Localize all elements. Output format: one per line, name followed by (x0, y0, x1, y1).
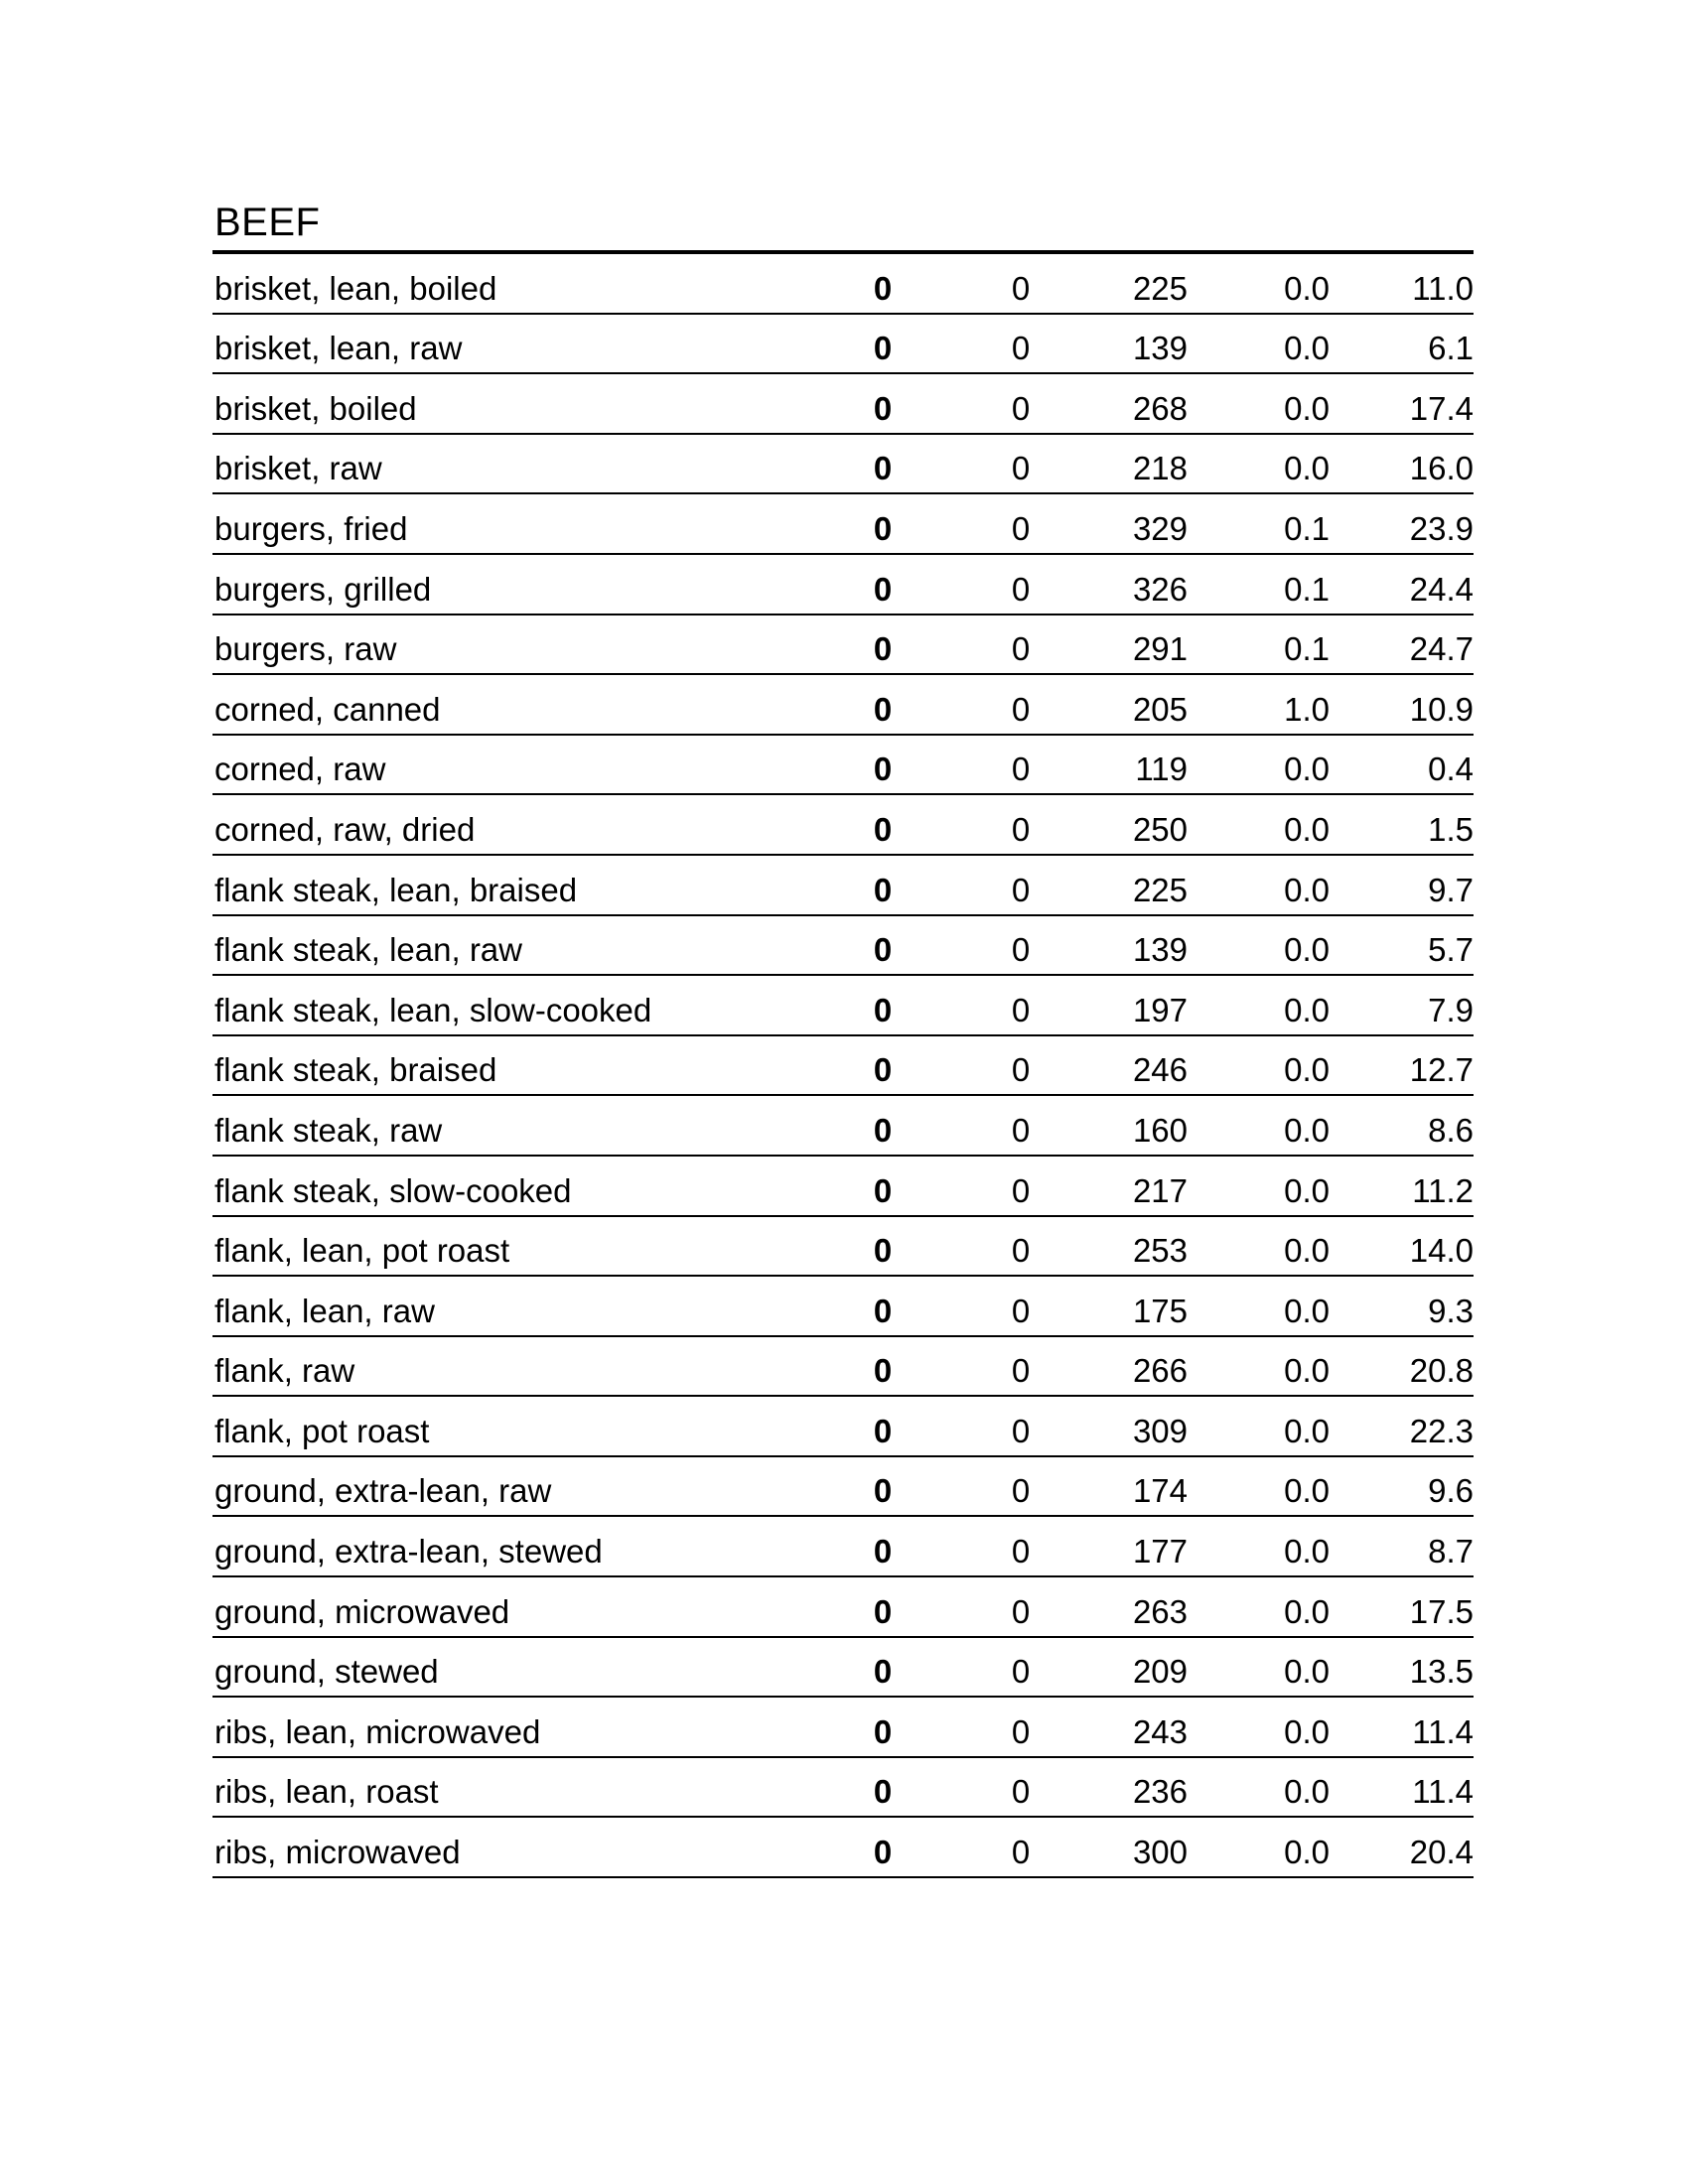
value-col4: 0.0 (1284, 1834, 1330, 1871)
value-col3: 225 (1132, 269, 1188, 307)
value-col2: 0 (1011, 450, 1031, 487)
value-col5: 24.4 (1409, 570, 1474, 608)
table-row (212, 1638, 1474, 1699)
food-name: ground, microwaved (214, 1592, 510, 1630)
value-col2: 0 (1011, 509, 1031, 547)
value-col4: 0.0 (1284, 389, 1330, 427)
value-col5: 20.4 (1409, 1834, 1474, 1871)
table-row (212, 1698, 1474, 1758)
food-name: burgers, fried (214, 509, 408, 547)
value-col2: 0 (1011, 1412, 1031, 1449)
value-col3: 243 (1132, 1712, 1188, 1750)
value-col4: 0.0 (1284, 1051, 1330, 1089)
value-col5: 11.4 (1412, 1712, 1474, 1750)
value-col2: 0 (1011, 1773, 1031, 1811)
food-name: flank, raw (214, 1352, 355, 1390)
value-col2: 0 (1011, 1111, 1031, 1149)
value-col4: 0.0 (1284, 1352, 1330, 1390)
value-col5: 20.8 (1409, 1352, 1474, 1390)
value-bold: 0 (873, 269, 893, 307)
value-col5: 7.9 (1428, 991, 1474, 1028)
value-col5: 0.4 (1428, 751, 1474, 788)
value-col2: 0 (1011, 871, 1031, 908)
value-col3: 250 (1132, 810, 1188, 848)
value-bold: 0 (873, 1533, 893, 1570)
food-name: brisket, raw (214, 450, 382, 487)
food-name: flank steak, raw (214, 1111, 443, 1149)
value-col5: 10.9 (1409, 690, 1474, 728)
table-row (212, 856, 1474, 916)
value-bold: 0 (873, 1111, 893, 1149)
value-col4: 0.0 (1284, 1292, 1330, 1329)
value-col4: 0.1 (1284, 630, 1330, 668)
value-col5: 9.7 (1428, 871, 1474, 908)
food-name: corned, raw (214, 751, 386, 788)
value-bold: 0 (873, 1592, 893, 1630)
value-col4: 0.0 (1284, 1653, 1330, 1691)
value-col5: 6.1 (1428, 330, 1474, 367)
food-name: flank, lean, pot roast (214, 1232, 510, 1270)
food-name: ground, extra-lean, stewed (214, 1533, 603, 1570)
value-col3: 209 (1132, 1653, 1188, 1691)
value-col2: 0 (1011, 810, 1031, 848)
value-col2: 0 (1011, 690, 1031, 728)
value-bold: 0 (873, 1171, 893, 1209)
table-row (212, 1096, 1474, 1157)
value-col5: 11.4 (1412, 1773, 1474, 1811)
table-row (212, 374, 1474, 435)
value-col4: 0.0 (1284, 1171, 1330, 1209)
value-col4: 0.0 (1284, 450, 1330, 487)
value-col2: 0 (1011, 1292, 1031, 1329)
food-name: corned, raw, dried (214, 810, 476, 848)
value-col2: 0 (1011, 1712, 1031, 1750)
food-name: burgers, grilled (214, 570, 432, 608)
value-bold: 0 (873, 1834, 893, 1871)
food-name: ribs, microwaved (214, 1834, 461, 1871)
value-col3: 139 (1132, 931, 1188, 969)
table-row (212, 916, 1474, 977)
value-col4: 0.0 (1284, 1592, 1330, 1630)
food-name: flank steak, lean, slow-cooked (214, 991, 652, 1028)
value-col4: 0.0 (1284, 751, 1330, 788)
food-name: brisket, boiled (214, 389, 417, 427)
value-col4: 0.0 (1284, 1232, 1330, 1270)
table-row (212, 555, 1474, 615)
value-bold: 0 (873, 330, 893, 367)
value-col5: 8.6 (1428, 1111, 1474, 1149)
value-bold: 0 (873, 509, 893, 547)
value-col3: 246 (1132, 1051, 1188, 1089)
table-row (212, 494, 1474, 555)
value-col3: 309 (1132, 1412, 1188, 1449)
value-col3: 236 (1132, 1773, 1188, 1811)
food-name: flank steak, lean, raw (214, 931, 522, 969)
value-col5: 5.7 (1428, 931, 1474, 969)
table-row (212, 1577, 1474, 1638)
food-name: flank steak, lean, braised (214, 871, 578, 908)
nutrition-table-page (212, 195, 1474, 1878)
value-col2: 0 (1011, 1051, 1031, 1089)
food-name: corned, canned (214, 690, 441, 728)
value-col3: 291 (1132, 630, 1188, 668)
table-row (212, 254, 1474, 315)
value-col2: 0 (1011, 1232, 1031, 1270)
table-row (212, 1818, 1474, 1878)
value-col3: 177 (1132, 1533, 1188, 1570)
value-col3: 300 (1132, 1834, 1188, 1871)
value-col2: 0 (1011, 1533, 1031, 1570)
value-col4: 0.1 (1284, 509, 1330, 547)
value-col5: 13.5 (1409, 1653, 1474, 1691)
value-col5: 17.5 (1409, 1592, 1474, 1630)
value-col3: 160 (1132, 1111, 1188, 1149)
value-bold: 0 (873, 1292, 893, 1329)
value-col3: 119 (1135, 751, 1188, 788)
value-col3: 217 (1132, 1171, 1188, 1209)
value-bold: 0 (873, 1352, 893, 1390)
value-bold: 0 (873, 389, 893, 427)
value-col2: 0 (1011, 1171, 1031, 1209)
value-bold: 0 (873, 450, 893, 487)
value-col2: 0 (1011, 1653, 1031, 1691)
value-col5: 9.3 (1428, 1292, 1474, 1329)
value-col2: 0 (1011, 991, 1031, 1028)
value-bold: 0 (873, 1232, 893, 1270)
table-row (212, 1457, 1474, 1518)
value-col2: 0 (1011, 269, 1031, 307)
value-col5: 24.7 (1409, 630, 1474, 668)
value-col2: 0 (1011, 931, 1031, 969)
food-name: ribs, lean, microwaved (214, 1712, 541, 1750)
value-col4: 0.0 (1284, 1712, 1330, 1750)
table-row (212, 675, 1474, 736)
value-col5: 14.0 (1409, 1232, 1474, 1270)
table-row (212, 1036, 1474, 1097)
value-col4: 0.0 (1284, 931, 1330, 969)
value-col5: 12.7 (1409, 1051, 1474, 1089)
value-bold: 0 (873, 570, 893, 608)
value-bold: 0 (873, 1472, 893, 1510)
section-title: BEEF (214, 201, 321, 244)
value-bold: 0 (873, 1653, 893, 1691)
value-col4: 0.0 (1284, 991, 1330, 1028)
value-col5: 23.9 (1409, 509, 1474, 547)
table-row (212, 1758, 1474, 1819)
value-col3: 268 (1132, 389, 1188, 427)
value-col5: 8.7 (1428, 1533, 1474, 1570)
value-col3: 139 (1132, 330, 1188, 367)
value-col5: 17.4 (1409, 389, 1474, 427)
value-col3: 205 (1132, 690, 1188, 728)
table-row (212, 736, 1474, 796)
value-col4: 0.0 (1284, 269, 1330, 307)
table-row (212, 795, 1474, 856)
table-row (212, 435, 1474, 495)
food-name: ribs, lean, roast (214, 1773, 439, 1811)
value-col2: 0 (1011, 630, 1031, 668)
value-col4: 0.0 (1284, 871, 1330, 908)
value-col2: 0 (1011, 389, 1031, 427)
value-bold: 0 (873, 871, 893, 908)
value-col4: 0.0 (1284, 1412, 1330, 1449)
value-col5: 16.0 (1409, 450, 1474, 487)
table-row (212, 976, 1474, 1036)
value-col2: 0 (1011, 1472, 1031, 1510)
value-bold: 0 (873, 1412, 893, 1449)
value-col3: 225 (1132, 871, 1188, 908)
value-bold: 0 (873, 991, 893, 1028)
value-col3: 329 (1132, 509, 1188, 547)
value-col5: 11.0 (1412, 269, 1474, 307)
value-col3: 174 (1132, 1472, 1188, 1510)
food-name: flank steak, braised (214, 1051, 497, 1089)
table-row (212, 315, 1474, 375)
value-col4: 1.0 (1284, 690, 1330, 728)
value-col4: 0.0 (1284, 1533, 1330, 1570)
food-name: flank steak, slow-cooked (214, 1171, 572, 1209)
table-row (212, 1397, 1474, 1457)
value-col4: 0.0 (1284, 1773, 1330, 1811)
value-col3: 266 (1132, 1352, 1188, 1390)
value-col2: 0 (1011, 570, 1031, 608)
food-name: brisket, lean, raw (214, 330, 463, 367)
value-col3: 197 (1132, 991, 1188, 1028)
value-col3: 263 (1132, 1592, 1188, 1630)
table-row (212, 1517, 1474, 1577)
value-col2: 0 (1011, 1352, 1031, 1390)
food-name: ground, extra-lean, raw (214, 1472, 552, 1510)
value-bold: 0 (873, 1051, 893, 1089)
value-col3: 175 (1132, 1292, 1188, 1329)
food-name: flank, lean, raw (214, 1292, 435, 1329)
value-col2: 0 (1011, 1592, 1031, 1630)
value-col3: 218 (1132, 450, 1188, 487)
value-col5: 22.3 (1409, 1412, 1474, 1449)
value-col3: 253 (1132, 1232, 1188, 1270)
value-col4: 0.1 (1284, 570, 1330, 608)
value-col5: 1.5 (1428, 810, 1474, 848)
value-bold: 0 (873, 931, 893, 969)
food-name: burgers, raw (214, 630, 397, 668)
value-col4: 0.0 (1284, 810, 1330, 848)
value-col4: 0.0 (1284, 1111, 1330, 1149)
value-bold: 0 (873, 751, 893, 788)
value-col5: 11.2 (1412, 1171, 1474, 1209)
value-col4: 0.0 (1284, 1472, 1330, 1510)
value-bold: 0 (873, 1712, 893, 1750)
table-row (212, 1337, 1474, 1398)
value-bold: 0 (873, 1773, 893, 1811)
table-row (212, 1157, 1474, 1217)
value-col3: 326 (1132, 570, 1188, 608)
value-col4: 0.0 (1284, 330, 1330, 367)
food-name: flank, pot roast (214, 1412, 430, 1449)
value-col2: 0 (1011, 751, 1031, 788)
value-col2: 0 (1011, 1834, 1031, 1871)
table-row (212, 1277, 1474, 1337)
food-table (212, 254, 1474, 1878)
value-bold: 0 (873, 630, 893, 668)
value-bold: 0 (873, 810, 893, 848)
value-col2: 0 (1011, 330, 1031, 367)
value-bold: 0 (873, 690, 893, 728)
food-name: ground, stewed (214, 1653, 439, 1691)
table-row (212, 615, 1474, 676)
food-name: brisket, lean, boiled (214, 269, 497, 307)
value-col5: 9.6 (1428, 1472, 1474, 1510)
table-row (212, 1217, 1474, 1278)
